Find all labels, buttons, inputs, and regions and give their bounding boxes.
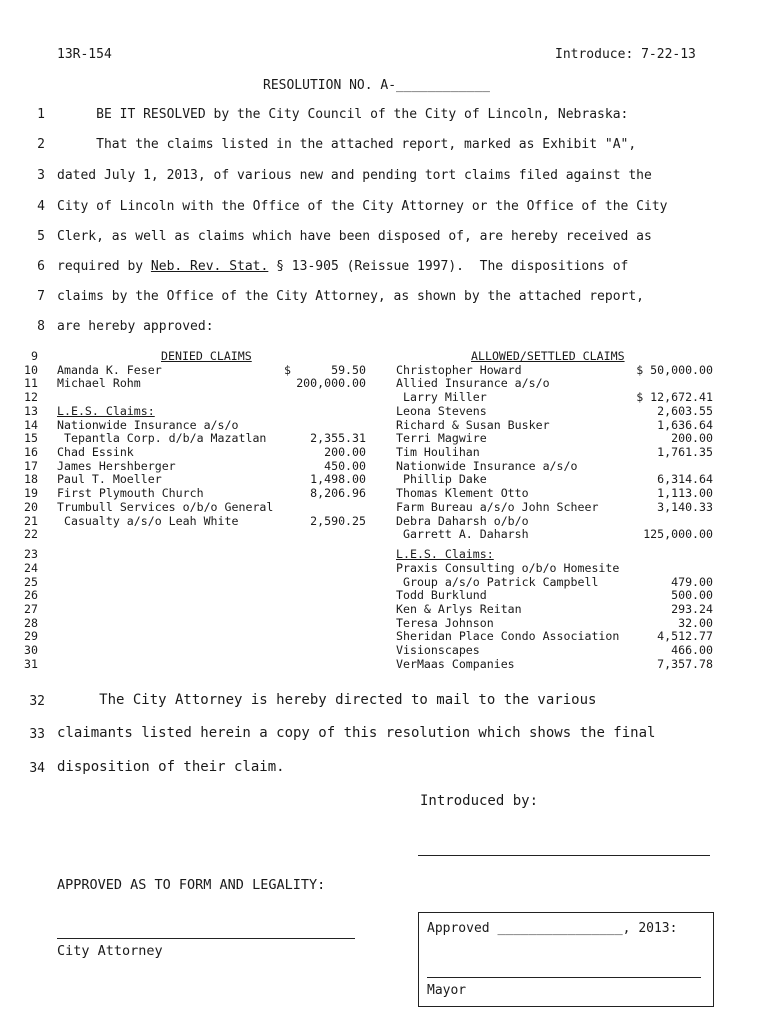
line-number: 9 (31, 349, 38, 363)
denied-claimant-name: Nationwide Insurance a/s/o (57, 417, 239, 432)
denied-claim-amount: 450.00 (324, 458, 366, 473)
allowed-les-header: L.E.S. Claims: (396, 547, 494, 562)
line-number: 28 (24, 615, 38, 630)
denied-claim-amount: 200,000.00 (296, 376, 366, 391)
paragraph-line: City of Lincoln with the Office of the City Attorney or the Office of the City (57, 199, 668, 214)
allowed-claim-amount: 32.00 (678, 615, 713, 630)
denied-claimant-name: Tepantla Corp. d/b/a Mazatlan (57, 431, 267, 446)
line-number: 11 (24, 376, 38, 391)
allowed-claimant-name: Visionscapes (396, 643, 480, 658)
line-number: 26 (24, 588, 38, 603)
allowed-claimant-name: Garrett A. Daharsh (396, 527, 529, 542)
allowed-claim-amount: 125,000.00 (643, 527, 713, 542)
allowed-claim-amount: 4,512.77 (657, 629, 713, 644)
line-number: 8 (37, 319, 45, 334)
allowed-claim-amount: 479.00 (671, 574, 713, 589)
allowed-claim-amount: 1,636.64 (657, 417, 713, 432)
line-number: 34 (29, 761, 45, 776)
allowed-claim-amount: 200.00 (671, 431, 713, 446)
line-number: 20 (24, 499, 38, 514)
denied-claim-amount: 2,355.31 (310, 431, 366, 446)
line-number: 24 (24, 560, 38, 575)
allowed-claimant-name: Ken & Arlys Reitan (396, 601, 522, 616)
line-number: 33 (29, 727, 45, 742)
allowed-claimant-name: Allied Insurance a/s/o (396, 376, 550, 391)
denied-claimant-name: Trumbull Services o/b/o General (57, 499, 274, 514)
denied-les-header: L.E.S. Claims: (57, 403, 155, 418)
allowed-claimant-name: Richard & Susan Busker (396, 417, 550, 432)
line-number: 1 (37, 107, 45, 122)
denied-claimant-name: Paul T. Moeller (57, 472, 162, 487)
allowed-claimant-name: Thomas Klement Otto (396, 486, 529, 501)
allowed-claimant-name: Nationwide Insurance a/s/o (396, 458, 578, 473)
allowed-claimant-name: Sheridan Place Condo Association (396, 629, 620, 644)
denied-claim-amount: 2,590.25 (310, 513, 366, 528)
allowed-claimant-name: Christopher Howard (396, 362, 522, 377)
denied-claimant-name: Michael Rohm (57, 376, 141, 391)
denied-claims-header: DENIED CLAIMS (161, 349, 252, 363)
introduced-by-label: Introduced by: (420, 793, 539, 809)
allowed-claim-amount: $ 50,000.00 (636, 362, 713, 377)
city-attorney-signature-line (57, 938, 355, 939)
denied-claim-amount: 8,206.96 (310, 486, 366, 501)
line-number: 3 (37, 168, 45, 183)
allowed-claim-amount: 3,140.33 (657, 499, 713, 514)
line-number: 16 (24, 445, 38, 460)
paragraph-line: required by Neb. Rev. Stat. § 13-905 (Reissue 1997). The dispositions of (57, 259, 629, 274)
paragraph-line: disposition of their claim. (57, 759, 285, 775)
allowed-claimant-name: VerMaas Companies (396, 656, 515, 671)
line-number: 4 (37, 199, 45, 214)
denied-claimant-name: First Plymouth Church (57, 486, 204, 501)
paragraph-line: BE IT RESOLVED by the City Council of the City of Lincoln, Nebraska: (57, 107, 629, 122)
line-number: 23 (24, 547, 38, 562)
allowed-claimant-name: Praxis Consulting o/b/o Homesite (396, 560, 620, 575)
mayor-label: Mayor (427, 983, 467, 998)
denied-claim-amount: 200.00 (324, 445, 366, 460)
line-number: 5 (37, 229, 45, 244)
allowed-claim-amount: 6,314.64 (657, 472, 713, 487)
approved-form-label: APPROVED AS TO FORM AND LEGALITY: (57, 877, 326, 893)
introducer-signature-line (418, 855, 710, 856)
denied-claimant-name: James Hershberger (57, 458, 176, 473)
line-number: 17 (24, 458, 38, 473)
denied-claim-amount: 59.50 (331, 362, 366, 377)
allowed-claimant-name: Larry Miller (396, 390, 487, 405)
allowed-claimant-name: Teresa Johnson (396, 615, 494, 630)
line-number: 27 (24, 601, 38, 616)
line-number: 7 (37, 289, 45, 304)
mayor-signature-line (427, 977, 701, 978)
line-number: 32 (29, 694, 45, 709)
introduce-date: Introduce: 7-22-13 (555, 47, 696, 62)
paragraph-line: That the claims listed in the attached report, marked as Exhibit "A", (57, 137, 637, 152)
allowed-claim-amount: $ 12,672.41 (636, 390, 713, 405)
allowed-claim-amount: 466.00 (671, 643, 713, 658)
paragraph-line: claimants listed herein a copy of this resolution which shows the final (57, 725, 656, 741)
line-number: 25 (24, 574, 38, 589)
approved-date-line: Approved ________________, 2013: (427, 921, 678, 936)
allowed-claim-amount: 1,761.35 (657, 445, 713, 460)
line-number: 15 (24, 431, 38, 446)
line-number: 22 (24, 527, 38, 542)
allowed-claimant-name: Todd Burklund (396, 588, 487, 603)
document-number: 13R-154 (57, 47, 112, 62)
paragraph-line: The City Attorney is hereby directed to mail to the various (57, 692, 597, 708)
allowed-claimant-name: Phillip Dake (396, 472, 487, 487)
denied-claimant-name: Casualty a/s/o Leah White (57, 513, 239, 528)
paragraph-line: claims by the Office of the City Attorney, as shown by the attached report, (57, 289, 644, 304)
mayor-approval-box (418, 912, 714, 1007)
line-number: 18 (24, 472, 38, 487)
paragraph-line: are hereby approved: (57, 319, 214, 334)
line-number: 29 (24, 629, 38, 644)
allowed-claim-amount: 293.24 (671, 601, 713, 616)
paragraph-line: Clerk, as well as claims which have been disposed of, are hereby received as (57, 229, 652, 244)
allowed-claimant-name: Leona Stevens (396, 403, 487, 418)
denied-claim-amount: 1,498.00 (310, 472, 366, 487)
resolution-title: RESOLUTION NO. A-____________ (263, 78, 490, 93)
line-number: 30 (24, 643, 38, 658)
line-number: 31 (24, 656, 38, 671)
allowed-claims-header: ALLOWED/SETTLED CLAIMS (471, 349, 625, 363)
line-number: 19 (24, 486, 38, 501)
allowed-claimant-name: Debra Daharsh o/b/o (396, 513, 529, 528)
statute-citation: Neb. Rev. Stat. (150, 259, 269, 274)
allowed-claim-amount: 2,603.55 (657, 403, 713, 418)
denied-claimant-name: Chad Essink (57, 445, 134, 460)
line-number: 12 (24, 390, 38, 405)
allowed-claim-amount: 7,357.78 (657, 656, 713, 671)
currency-symbol: $ (284, 362, 291, 377)
allowed-claimant-name: Group a/s/o Patrick Campbell (396, 574, 599, 589)
line-number: 6 (37, 259, 45, 274)
allowed-claimant-name: Tim Houlihan (396, 445, 480, 460)
allowed-claimant-name: Farm Bureau a/s/o John Scheer (396, 499, 599, 514)
line-number: 2 (37, 137, 45, 152)
allowed-claimant-name: Terri Magwire (396, 431, 487, 446)
denied-claimant-name: Amanda K. Feser (57, 362, 162, 377)
line-number: 10 (24, 362, 38, 377)
city-attorney-label: City Attorney (57, 943, 163, 959)
paragraph-line: dated July 1, 2013, of various new and pending tort claims filed against the (57, 168, 652, 183)
line-number: 14 (24, 417, 38, 432)
line-number: 13 (24, 403, 38, 418)
allowed-claim-amount: 500.00 (671, 588, 713, 603)
line-number: 21 (24, 513, 38, 528)
allowed-claim-amount: 1,113.00 (657, 486, 713, 501)
